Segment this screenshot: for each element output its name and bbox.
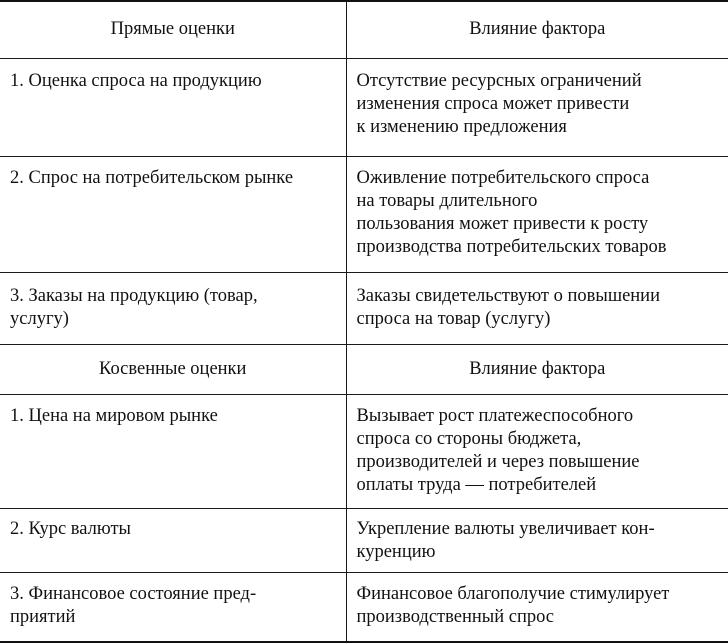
cell-text: куренцию	[356, 541, 436, 562]
cell-text: производства потребительских товаров	[356, 236, 667, 257]
table-cell	[346, 58, 728, 156]
cell-text: спроса со стороны бюджета,	[356, 428, 582, 449]
header-cell-direct-estimates	[0, 1, 346, 58]
header-label: Влияние фактора	[469, 19, 606, 40]
cell-text: 1. Цена на мировом рынке	[10, 405, 218, 426]
cell-text: оплаты труда — потребителей	[356, 474, 597, 495]
cell-text: Оживление потребительского спроса	[356, 167, 650, 188]
cell-text: пользования может привести к росту	[356, 213, 649, 234]
table-row	[0, 572, 728, 642]
table-header-indirect	[0, 344, 728, 394]
cell-text: изменения спроса может привести	[356, 93, 630, 114]
cell-text: производителей и через повышение	[356, 451, 640, 472]
cell-text: Финансовое благополучие стимулирует	[356, 583, 670, 604]
cell-text: 2. Спрос на потребительском рынке	[10, 167, 294, 188]
table-row	[0, 508, 728, 572]
cell-text: на товары длительного	[356, 190, 538, 211]
header-cell-factor-influence	[346, 344, 728, 394]
cell-text: 2. Курс валюты	[10, 518, 131, 539]
table-row	[0, 272, 728, 344]
header-cell-factor-influence	[346, 1, 728, 58]
table-cell	[346, 508, 728, 572]
table-cell	[346, 272, 728, 344]
table-cell	[0, 572, 346, 642]
table-cell	[346, 572, 728, 642]
cell-text: 3. Заказы на продукцию (товар,	[10, 285, 258, 306]
table-cell	[0, 156, 346, 272]
table-cell	[346, 394, 728, 508]
header-label: Косвенные оценки	[99, 358, 247, 379]
cell-text: к изменению предложения	[356, 116, 567, 137]
table-cell	[0, 272, 346, 344]
cell-text: приятий	[10, 606, 76, 627]
table-cell	[346, 156, 728, 272]
cell-text: спроса на товар (услугу)	[356, 308, 551, 329]
header-label: Прямые оценки	[110, 19, 235, 40]
cell-text: Отсутствие ресурсных ограничений	[356, 70, 642, 91]
table-cell	[0, 508, 346, 572]
cell-text: Вызывает рост платежеспособного	[356, 405, 634, 426]
header-label: Влияние фактора	[469, 358, 606, 379]
cell-text: 3. Финансовое состояние пред-	[10, 583, 257, 604]
cell-text: Укрепление валюты увеличивает кон-	[356, 518, 655, 539]
cell-text: 1. Оценка спроса на продукцию	[10, 70, 262, 91]
table-row	[0, 156, 728, 272]
cell-text: Заказы свидетельствуют о повышении	[356, 285, 660, 306]
table-row	[0, 394, 728, 508]
cell-text: производственный спрос	[356, 606, 555, 627]
table-cell	[0, 394, 346, 508]
table-row	[0, 58, 728, 156]
table-cell	[0, 58, 346, 156]
table-header-direct	[0, 1, 728, 58]
header-cell-indirect-estimates	[0, 344, 346, 394]
cell-text: услугу)	[10, 308, 69, 329]
